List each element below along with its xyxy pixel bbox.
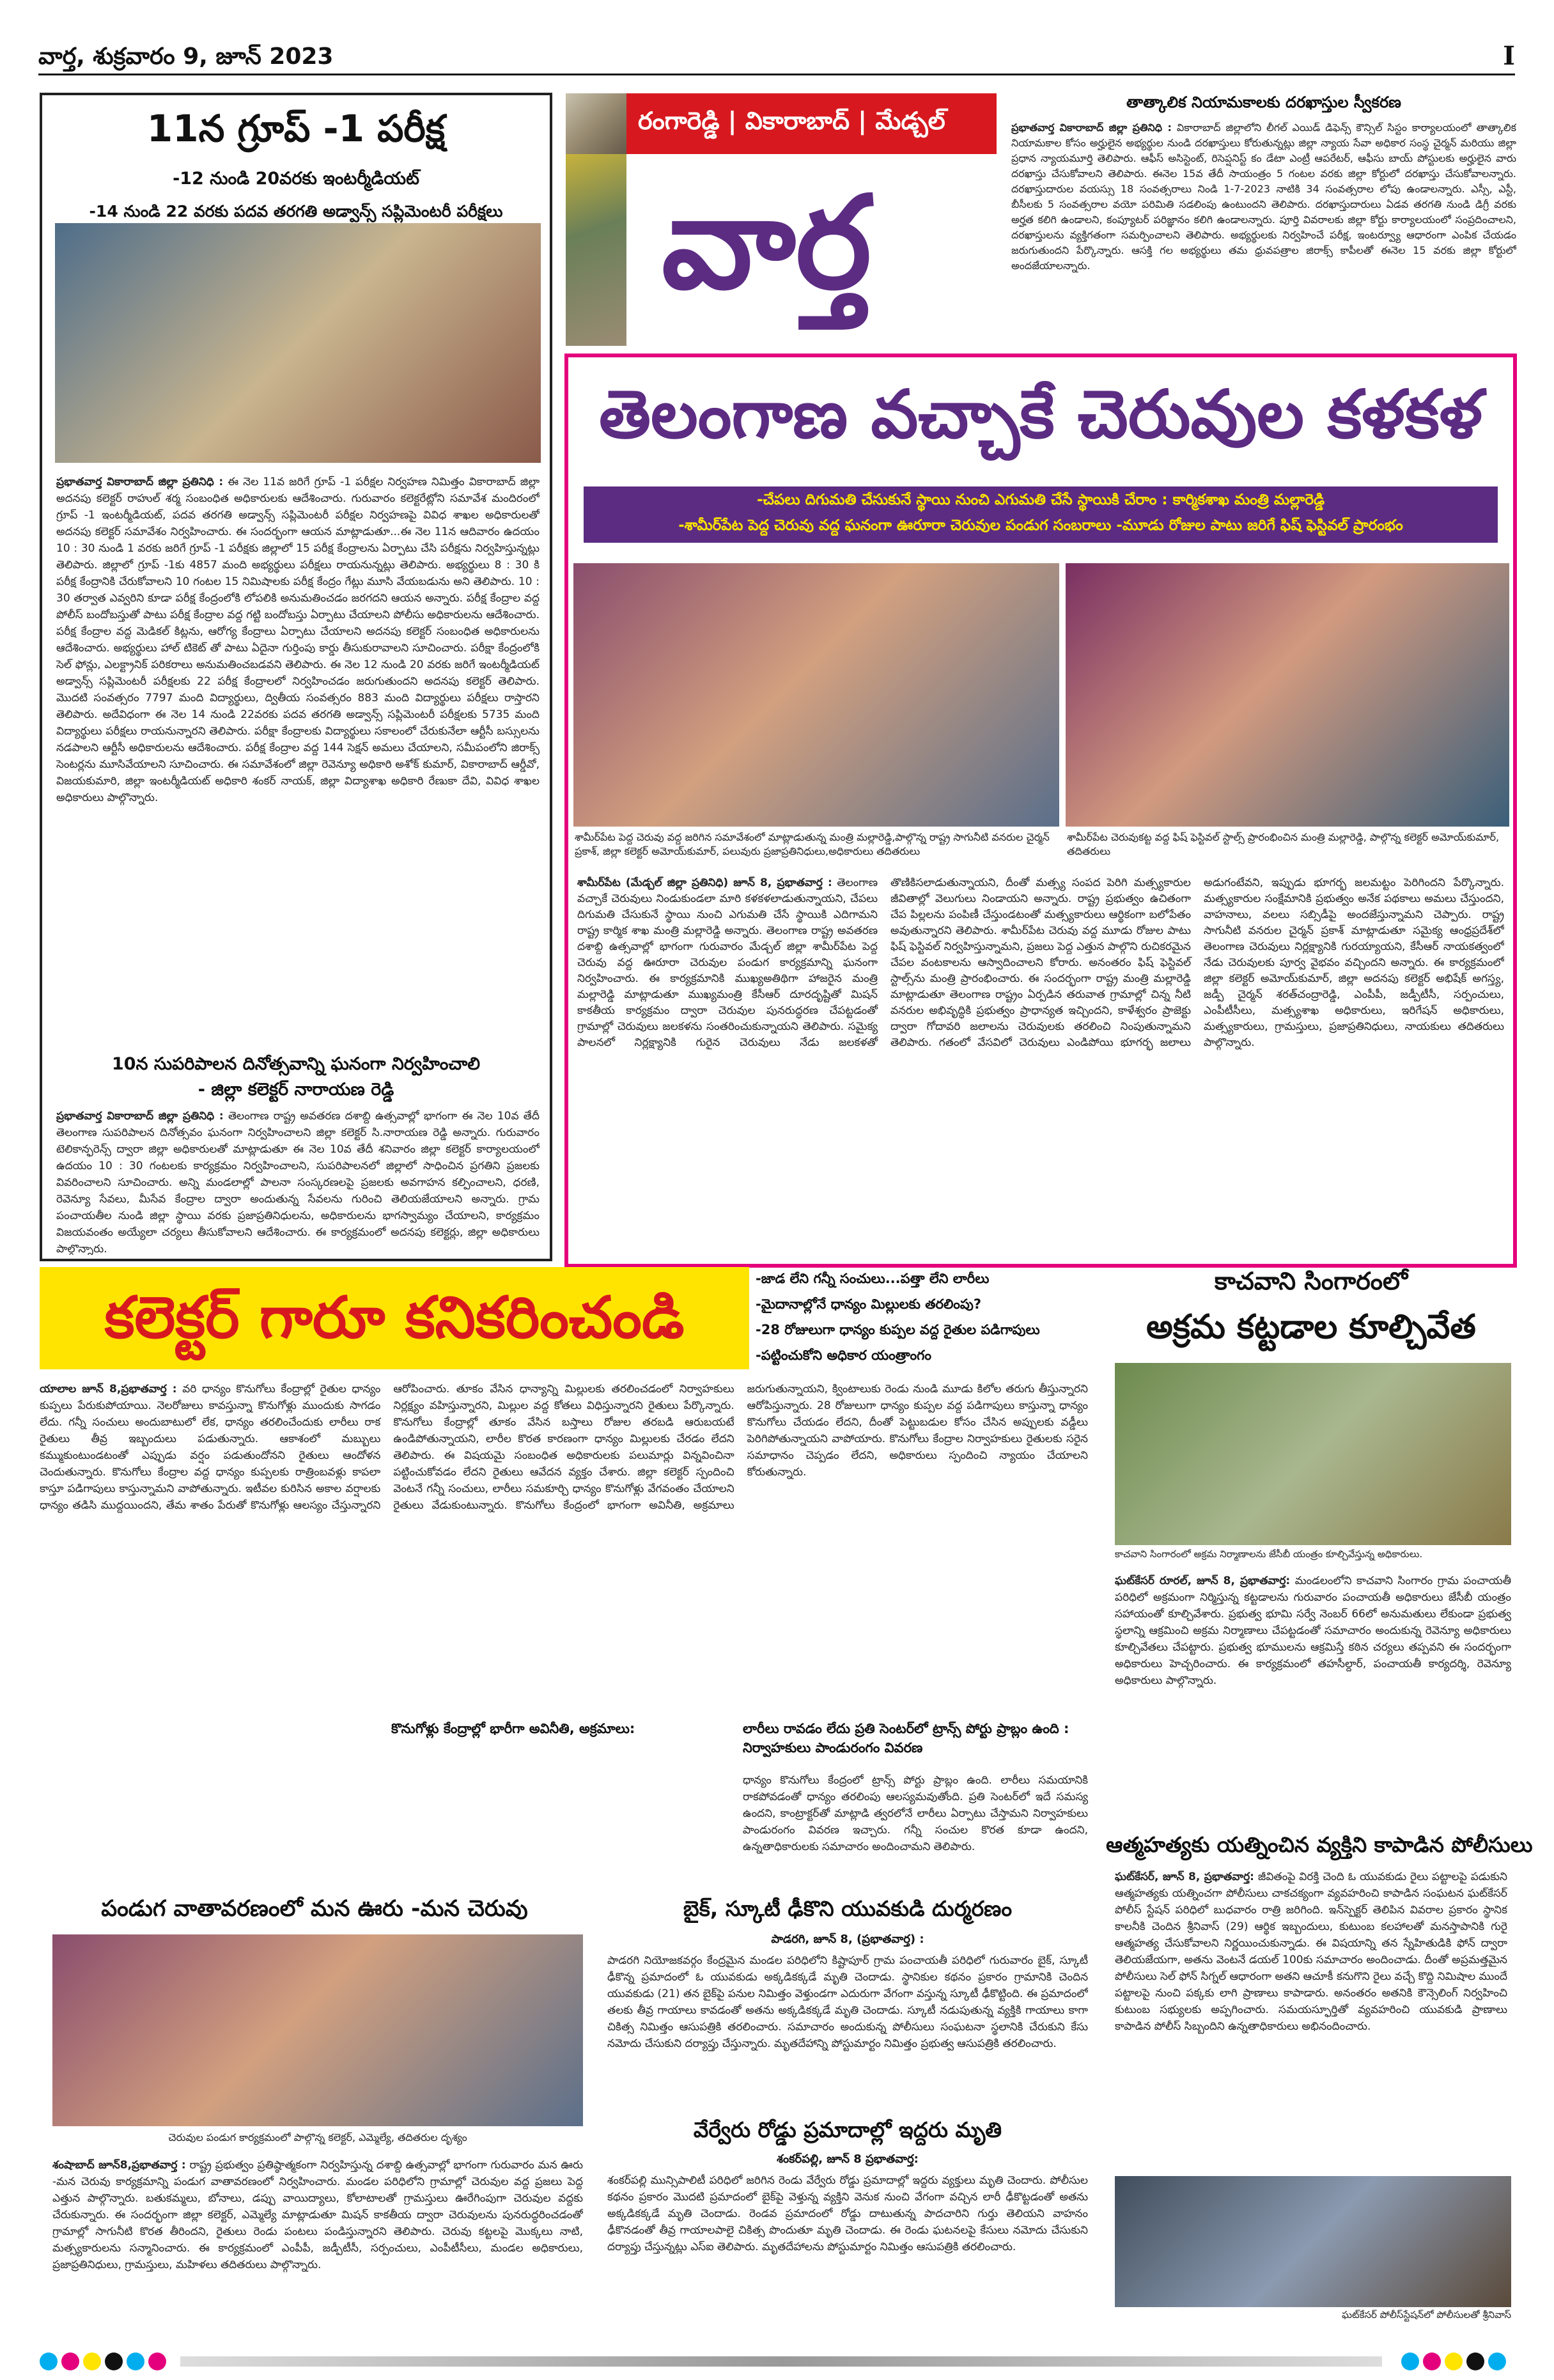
page-number: I (1503, 41, 1515, 71)
demolition-body: మండలంలోని కాచవాని సింగారం గ్రామ పంచాయతీ పరిధిలో అక్రమంగా నిర్మిస్తున్న కట్టడాలను గురువారం పంచాయతీ అధికారులు జేసీబీ యంత్రం సహాయంతో కూల్చివేశారు. ప్రభుత్వ భూమి సర్వే నెంబర్ 66లో అనుమతులు లేకుండా ప్రభుత్వ స్థలాన్ని ఆక్రమించి అక్రమ నిర్మాణాలు చేపట్టడంతో సమాచారం అందుకున్న రెవెన్యూ అధికారులు కూల్చివేతలు చేపట్టారు. ప్రభుత్వ భూములను ఆక్రమిస్తే కఠిన చర్యలు తప్పవని ఈ సందర్భంగా అధికారులు హెచ్చరించారు. ఈ కార్యక్రమంలో తహసీల్దార్, పంచాయతీ కార్యదర్శి, రెవెన్యూ అధికారులు పాల్గొన్నారు. (1115, 1575, 1511, 1687)
collector-points (756, 1271, 1088, 1367)
collector-point: -28 రోజులుగా ధాన్యం కుప్పల వద్ద రైతుల పడిగాపులు (756, 1322, 1040, 1337)
group1-sub2: -14 నుండి 22 వరకు పదవ తరగతి అడ్వాన్స్ సప్లిమెంటరీ పరీక్షలు (89, 202, 503, 221)
police-dateline: ఘట్‌కేసర్, జూన్ 8, ప్రభాతవార్త: (1115, 1871, 1254, 1883)
collector-subhead1: కొనుగోళ్లు కేంద్రాల్లో భారీగా అవినీతి, అక్రమాలు: (391, 1721, 635, 1736)
registration-dot (105, 2353, 123, 2370)
lakes-caption-right: శామీర్‌పేట చెరువుకట్ట వద్ద ఫిష్ ఫెస్టివల్ స్టాల్స్ ప్రారంభించిన మంత్రి మల్లారెడ్డి, పాల్గొన్న కలెక్టర్ అమోయ్‌కుమార్, తదితరులు (1067, 830, 1508, 859)
festival-photo (52, 1934, 583, 2126)
ribbon-text: రంగారెడ్డి | వికారాబాద్ | మేడ్చల్ (638, 106, 945, 135)
registration-dot (127, 2353, 144, 2370)
group1-dateline: ప్రభాతవార్త వికారాబాద్ జిల్లా ప్రతినిధి : (56, 476, 224, 488)
appointments-dateline: ప్రభాతవార్త వికారాబాద్ జిల్లా ప్రతినిధి : (1011, 121, 1172, 134)
registration-dot (1401, 2353, 1419, 2370)
registration-bar (180, 2356, 1382, 2367)
masthead-date: వార్త, శుక్రవారం 9, జూన్ 2023 (38, 43, 334, 70)
lakes-photo-right (1066, 563, 1509, 827)
collector-body: వరి ధాన్యం కొనుగోలు కేంద్రాల్లో రైతుల ధాన్యం కుప్పలు పేరుకుపోయాయి. నెలరోజులు కావస్తున్నా కొనుగోళ్లు ముందుకు సాగడం లేదు. గన్నీ సంచులు అందుబాటులో లేక, ధాన్యం తరలించేందుకు లారీలు రాక రైతులు తీవ్ర ఇబ్బందులు పడుతున్నారు. ఆకాశంలో మబ్బులు కమ్ముకుంటుండటంతో ఎప్పుడు వర్షం పడుతుందోనని రైతులు ఆందోళన చెందుతున్నారు. కొనుగోలు కేంద్రాల వద్ద ధాన్యం కుప్పలకు రాత్రింబవళ్లు కాపలా కాస్తూ పడిగాపులు కాస్తున్నామని వాపోతున్నారు. ఇటీవల కురిసిన అకాల వర్షాలకు ధాన్యం తడిసి ముద్దయిందని, తేమ శాతం పేరుతో కొనుగోళ్లు ఆలస్యం చేస్తున్నారని ఆరోపించారు. తూకం వేసిన ధాన్యాన్ని మిల్లులకు తరలించడంలో నిర్వాహకులు నిర్లక్ష్యం వహిస్తున్నారని, మిల్లుల వద్ద కోతలు విధిస్తున్నారని రైతులు పేర్కొన్నారు. కొనుగోలు కేంద్రాల్లో తూకం వేసిన బస్తాలు రోజుల తరబడి ఆరుబయటే ఉండిపోతున్నాయని, లారీల కొరత కారణంగా ధాన్యం మిల్లులకు చేరడం లేదని తెలిపారు. ఈ విషయమై సంబంధిత అధికారులకు పలుమార్లు విన్నవించినా పట్టించుకోవడం లేదని రైతులు ఆవేదన వ్యక్తం చేశారు. జిల్లా కలెక్టర్ స్పందించి వెంటనే గన్నీ సంచులు, లారీలు సమకూర్చి ధాన్యం కొనుగోళ్లు వేగవంతం చేయాలని రైతులు వేడుకుంటున్నారు. కొనుగోలు కేంద్రంలో భాగంగా అవినీతి, అక్రమాలు జరుగుతున్నాయని, క్వింటాలుకు రెండు నుండి మూడు కిలోల తరుగు తీస్తున్నారని ఆరోపిస్తున్నారు. 28 రోజులుగా ధాన్యం కుప్పల వద్ద పడిగాపులు కాస్తున్నా ధాన్యం కొనుగోలు చేయడం లేదని, దీంతో పెట్టుబడుల కోసం చేసిన అప్పులకు వడ్డీలు పెరిగిపోతున్నాయని వాపోయారు. కొనుగోలు కేంద్రాల నిర్వాహకులు రైతులకు సరైన సమాధానం చెప్పడం లేదని, అధికారులు స్పందించి న్యాయం చేయాలని కోరుతున్నారు. (40, 1383, 1088, 1512)
festival-dateline: శంషాబాద్ జూన్8,ప్రభాతవార్త : (52, 2159, 186, 2172)
bike-body: పాడరగి నియోజకవర్గం కేంద్రమైన మండల పరిధిలోని కిష్టాపూర్ గ్రామ పంచాయతీ పరిధిలో గురువారం బైక్, స్కూటీ ఢీకొన్న ప్రమాదంలో ఓ యువకుడు అక్కడికక్కడే మృతి చెందాడు. స్థానికుల కథనం ప్రకారం గ్రామానికి చెందిన యువకుడు (21) తన బైక్‌పై పనుల నిమిత్తం వెళ్తుండగా ఎదురుగా వేగంగా వస్తున్న స్కూటీ ఢీకొట్టింది. ఈ ప్రమాదంలో తలకు తీవ్ర గాయాలు కావడంతో అతను అక్కడికక్కడే మృతి చెందాడు. స్కూటీ నడుపుతున్న వ్యక్తికి గాయాలు కాగా చికిత్స నిమిత్తం ఆసుపత్రికి తరలించారు. సమాచారం అందుకున్న పోలీసులు సంఘటనా స్థలానికి చేరుకుని కేసు నమోదు చేసుకుని దర్యాప్తు చేస్తున్నారు. మృతదేహాన్ని పోస్టుమార్టం నిమిత్తం ప్రభుత్వ ఆసుపత్రికి తరలించారు. (607, 1954, 1088, 2050)
collector-point: -పట్టించుకోని అధికార యంత్రాంగం (756, 1348, 931, 1363)
registration-dot (61, 2353, 79, 2370)
group1-sub1: -12 నుండి 20వరకు ఇంటర్మీడియట్ (173, 169, 419, 189)
collector-body2: ధాన్యం కొనుగోలు కేంద్రంలో ట్రాన్స్ పోర్టు ప్రాబ్లం ఉంది. లారీలు సమయానికి రాకపోవడంతో ధాన్యం తరలింపు ఆలస్యమవుతోంది. ప్రతి సెంటర్‌లో ఇదే సమస్య ఉందని, కాంట్రాక్టర్‌తో మాట్లాడి త్వరలోనే లారీలు ఏర్పాటు చేస్తామని నిర్వాహకులు పాండురంగం వివరణ ఇచ్చారు. గన్నీ సంచుల కొరత కూడా ఉందని, ఉన్నతాధికారులకు సమాచారం అందించామని తెలిపారు. (743, 1774, 1088, 1853)
lakes-headline: తెలంగాణ వచ్చాకే చెరువుల కళకళ (599, 375, 1482, 453)
lakes-sub2: -శామీర్‌పేట పెద్ద చెరువు వద్ద ఘనంగా ఊరూరా చెరువుల పండుగ సంబరాలు -మూడు రోజుల పాటు జరిగే ఫిష్ ఫెస్టివల్ ప్రారంభం (678, 517, 1403, 534)
police-headline: ఆత్మహత్యకు యత్నించిన వ్యక్తిని కాపాడిన పోలీసులు (1106, 1832, 1533, 1857)
demolition-story (1106, 1267, 1516, 1830)
group1-body: ఈ నెల 11వ జరిగే గ్రూప్ -1 పరీక్షల నిర్వహణ నిమిత్తం వికారాబాద్ జిల్లా అదనపు కలెక్టర్ రాహుల్ శర్మ సంబంధిత అధికారులకు ఆదేశించారు. గురువారం కలెక్టరేట్లోని సమావేశ మందిరంలో గ్రూప్ -1 ఇంటర్మీడియట్, పదవ తరగతి అడ్వాన్స్ సప్లిమెంటరీ పరీక్షల నిర్వహణపై వివిధ శాఖల అధికారులతో అదనపు కలెక్టర్ సమావేశం నిర్వహించారు. ఈ సందర్భంగా ఆయన మాట్లాడుతూ...ఈ నెల 11న ఆదివారం ఉదయం 10 : 30 నుండి 1 వరకు జరిగే గ్రూప్ -1 పరీక్షకు జిల్లాలో 15 పరీక్ష కేంద్రాలను ఏర్పాటు చేసి పరీక్షను నిర్వహిస్తున్నట్లు తెలిపారు. జిల్లాలో గ్రూప్ -1కు 4857 మంది అభ్యర్థులు పరీక్షలు రాయనున్నట్లు తెలిపారు. అభ్యర్థులు 8 : 30 కి పరీక్ష కేంద్రానికి చేరుకోవాలని 10 గంటల 15 నిమిషాలకు పరీక్ష కేంద్రం గేట్లు మూసి వేయబడును అని తెలిపారు. 10 : 30 తర్వాత ఎవ్వరిని కూడా పరీక్ష కేంద్రంలోకి లోపలికి అనుమతించడం జరగదని ఆయన అన్నారు. పరీక్ష కేంద్రాల వద్ద పోలీస్ బందోబస్తుతో పాటు పరీక్ష కేంద్రాల వద్ద గట్టి బందోబస్తు ఏర్పాటు చేయాలని పోలీసు అధికారులను ఆదేశించారు. పరీక్ష కేంద్రాల వద్ద మెడికల్ కిట్లను, ఆరోగ్య కేంద్రాలు ఏర్పాటు చేయాలని అదనపు కలెక్టర్ సంబంధిత అధికారులను ఆదేశించారు. అభ్యర్థులు హాల్ టికెట్ తో పాటు ఏదైనా గుర్తింపు కార్డు తీసుకురావాలని సూచించారు. పరీక్షా కేంద్రంలోకి సెల్ ఫోన్లు, ఎలక్ట్రానిక్ పరికరాలు అనుమతించబడవని తెలిపారు. ఈ నెల 12 నుండి 20 వరకు జరిగే ఇంటర్మీడియట్ అడ్వాన్స్ సప్లిమెంటరీ పరీక్షలకు 22 పరీక్ష కేంద్రాలలో నిర్వహించడం జరుగుతుందని అదనపు కలెక్టర్ తెలిపారు. మొదటి సంవత్సరం 7797 మంది విద్యార్థులు, ద్వితీయ సంవత్సరం 883 మంది విద్యార్థులు పరీక్షలు రాస్తారని తెలిపారు. అదేవిధంగా ఈ నెల 14 నుండి 22వరకు పదవ తరగతి అడ్వాన్స్ సప్లిమెంటరీ పరీక్షలకు 5735 మంది విద్యార్థులు పరీక్షలు రాయనున్నారని తెలిపారు. పరీక్షా కేంద్రాలకు విద్యార్థులు సకాలంలో చేరుకునేలా ఆర్టీసీ బస్సులను నడపాలని ఆర్టీసీ అధికారులను ఆదేశించారు. పరీక్ష కేంద్రాల వద్ద 144 సెక్షన్ అమలు చేయాలని, సమీపంలోని జిరాక్స్ సెంటర్లను మూసివేయాలని సూచించారు. ఈ సమావేశంలో జిల్లా రెవెన్యూ అధికారి అశోక్ కుమార్, వికారాబాద్ ఆర్డీవో, విజయకుమారి, జిల్లా ఇంటర్మీడియట్ అధికారి శంకర్ నాయక్, జిల్లా విద్యాశాఖ అధికారి రేణుకా దేవి, వివిధ శాఖల అధికారులు పాల్గొన్నారు. (56, 476, 540, 804)
collector-subhead2: లారీలు రావడం లేదు ప్రతి సెంటర్‌లో ట్రాన్స్ పోర్టు ప్రాబ్లం ఉంది : నిర్వాహకులు పాండురంగం వివరణ (743, 1721, 1069, 1755)
police-story (1106, 1832, 1533, 2328)
bike-headline: బైక్, స్కూటీ ఢీకొని యువకుడి దుర్మరణం (683, 1896, 1013, 1921)
logo-area (566, 154, 997, 346)
bike-dateline: పాడరగి, జూన్ 8, (ప్రభాతవార్త) : (771, 1933, 924, 1946)
police-caption: ఘట్‌కేసర్ పోలీస్‌స్టేషన్‌లో పోలీసులతో శ్రీనివాస్ (1115, 2309, 1511, 2323)
demolition-dateline: ఘట్‌కేసర్ రూరల్, జూన్ 8, ప్రభాతవార్త: (1115, 1575, 1291, 1587)
collector-dateline: యాలాల జూన్ 8,ప్రభాతవార్త : (40, 1383, 177, 1396)
appointments-story (1011, 93, 1516, 346)
festival-story (40, 1896, 589, 2331)
group1-story (40, 93, 552, 1261)
police-body: జీవితంపై విరక్తి చెంది ఓ యువకుడు రైలు పట్టాలపై పడుకుని ఆత్మహత్యకు యత్నించగా పోలీసులు చాకచక్యంగా వ్యవహరించి కాపాడిన సంఘటన ఘట్‌కేసర్ పోలీస్ స్టేషన్ పరిధిలో బుధవారం రాత్రి జరిగింది. ఇన్‌స్పెక్టర్ తెలిపిన వివరాల ప్రకారం స్థానిక కాలనీకి చెందిన శ్రీనివాస్ (29) ఆర్థిక ఇబ్బందులు, కుటుంబ కలహాలతో మనస్తాపానికి గురై ఆత్మహత్య చేసుకోవాలని నిర్ణయించుకున్నాడు. ఈ విషయాన్ని తన స్నేహితుడికి ఫోన్ ద్వారా తెలియజేయగా, అతను వెంటనే డయల్ 100కు సమాచారం అందించాడు. దీంతో అప్రమత్తమైన పోలీసులు సెల్ ఫోన్ సిగ్నల్ ఆధారంగా అతని ఆచూకీ కనుగొని రైలు వచ్చే కొద్ది నిమిషాల ముందే పట్టాలపై నుంచి పక్కకు లాగి ప్రాణాలు కాపాడారు. అనంతరం అతనికి కౌన్సెలింగ్ నిర్వహించి కుటుంబ సభ్యులకు అప్పగించారు. సమయస్ఫూర్తితో వ్యవహరించి యువకుడి ప్రాణాలు కాపాడిన పోలీస్ సిబ్బందిని ఉన్నతాధికారులు అభినందించారు. (1115, 1871, 1507, 2033)
lakes-dateline: శామీర్‌పేట (మేడ్చల్ జిల్లా ప్రతినిధి) జూన్ 8, ప్రభాతవార్త : (577, 876, 832, 889)
group1-body2: తెలంగాణ రాష్ట్ర అవతరణ దశాబ్ది ఉత్సవాల్లో భాగంగా ఈ నెల 10వ తేదీ తెలంగాణ సుపరిపాలన దినోత్సవం ఘనంగా నిర్వహించాలని జిల్లా కలెక్టర్ సి.నారాయణ రెడ్డి అన్నారు. గురువారం టెలికాన్ఫరెన్స్ ద్వారా జిల్లా అధికారులతో మాట్లాడుతూ ఈ నెల 10వ తేదీ శనివారం జిల్లా కలెక్టర్ కార్యాలయంలో ఉదయం 10 : 30 గంటలకు కార్యక్రమం నిర్వహించాలని, సుపరిపాలనలో జిల్లాలో సాధించిన ప్రగతిని ప్రజలకు వివరించాలని సూచించారు. అన్ని మండలాల్లో పాలనా సంస్కరణలపై ప్రజలకు అవగాహన కల్పించాలని, ధరణి, రెవెన్యూ సేవలు, మీసేవ కేంద్రాల ద్వారా అందుతున్న సేవలను గురించి తెలియజేయాలని అన్నారు. గ్రామ పంచాయతీల నుండి జిల్లా స్థాయి వరకు ప్రజాప్రతినిధులను, అధికారులను భాగస్వామ్యం చేయాలని, కార్యక్రమం విజయవంతం అయ్యేలా చర్యలు తీసుకోవాలని ఆదేశించారు. ఈ కార్యక్రమంలో అదనపు కలెక్టర్లు, జిల్లా అధికారులు పాల్గొన్నారు. (56, 1110, 540, 1255)
appointments-body: వికారాబాద్ జిల్లాలోని లీగల్ ఎయిడ్ డిఫెన్స్ కౌన్సిల్ సిస్టం కార్యాలయంలో తాత్కాలిక నియామకాల కోసం అర్హులైన అభ్యర్థుల నుండి దరఖాస్తులు కోరుతున్నట్లు జిల్లా న్యాయ సేవా అధికార సంస్థ చైర్మన్ మరియు జిల్లా ప్రధాన న్యాయమూర్తి తెలిపారు. ఆఫీస్ అసిస్టెంట్, రిసెప్షనిస్ట్ కం డేటా ఎంట్రీ ఆపరేటర్, ఆఫీసు బాయ్ పోస్టులకు అర్హులైన వారు దరఖాస్తు చేసుకోవాలని తెలిపారు. ఈనెల 15వ తేదీ సాయంత్రం 5 గంటల వరకు జిల్లా కోర్టులో దరఖాస్తు చేసుకోవాలన్నారు. దరఖాస్తుదారుల వయస్సు 18 సంవత్సరాలు నిండి 1-7-2023 నాటికి 34 సంవత్సరాల లోపు ఉండాలన్నారు. ఎస్సీ, ఎస్టీ, బీసీలకు 5 సంవత్సరాల వయో పరిమితి సడలింపు ఉంటుందని తెలిపారు. దరఖాస్తుదారులు ఏడవ తరగతి నుండి డిగ్రీ వరకు అర్హత కలిగి ఉండాలని, కంప్యూటర్ పరిజ్ఞానం కలిగి ఉండాలన్నారు. పూర్తి వివరాలకు జిల్లా కోర్టు కార్యాలయంలో సంప్రదించాలని, దరఖాస్తులను వ్యక్తిగతంగా సమర్పించాలని తెలిపారు. అభ్యర్థులకు నిర్వహించే పరీక్ష, ఇంటర్వ్యూ ఆధారంగా ఎంపిక చేయడం జరుగుతుందని పేర్కొన్నారు. ఆసక్తి గల అభ్యర్థులు తమ ధ్రువపత్రాల జిరాక్స్ కాపీలతో ఈనెల 15 వరకు జిల్లా కోర్టులో అందజేయాలన్నారు. (1011, 121, 1516, 272)
demolition-caption: కాచవాని సింగారంలో అక్రమ నిర్మాణాలను జేసీబీ యంత్రం కూల్చివేస్తున్న అధికారులు. (1115, 1548, 1511, 1562)
bike-story (607, 1896, 1088, 2331)
lakes-body: తెలంగాణ వచ్చాకే చెరువులు నిండుకుండలా మారి కళకళలాడుతున్నాయని, చేపలు దిగుమతి చేసుకునే స్థాయి నుంచి ఎగుమతి చేసే స్థాయికి ఎదిగామని రాష్ట్ర కార్మిక శాఖ మంత్రి మల్లారెడ్డి అన్నారు. తెలంగాణ రాష్ట్ర అవతరణ దశాబ్ది ఉత్సవాల్లో భాగంగా గురువారం మేడ్చల్ జిల్లా శామీర్‌పేట పెద్ద చెరువు వద్ద ఊరూరా చెరువుల పండుగ కార్యక్రమాన్ని ఘనంగా నిర్వహించారు. ఈ కార్యక్రమానికి ముఖ్యఅతిథిగా హాజరైన మంత్రి మల్లారెడ్డి మాట్లాడుతూ ముఖ్యమంత్రి కేసీఆర్ దూరదృష్టితో మిషన్ కాకతీయ కార్యక్రమం ద్వారా చెరువుల పునరుద్ధరణ చేపట్టడంతో గ్రామాల్లో చెరువులు జలకళను సంతరించుకున్నాయని తెలిపారు. సమైక్య పాలనలో నిర్లక్ష్యానికి గురైన చెరువులు నేడు జలకళతో తొణికిసలాడుతున్నాయని, దీంతో మత్స్య సంపద పెరిగి మత్స్యకారుల జీవితాల్లో వెలుగులు నిండాయని అన్నారు. రాష్ట్ర ప్రభుత్వం ఉచితంగా చేప పిల్లలను పంపిణీ చేస్తుండటంతో మత్స్యకారులు ఆర్థికంగా బలోపేతం అవుతున్నారని తెలిపారు. శామీర్‌పేట చెరువు వద్ద మూడు రోజుల పాటు ఫిష్ ఫెస్టివల్ నిర్వహిస్తున్నామని, ప్రజలు పెద్ద ఎత్తున పాల్గొని రుచికరమైన చేపల వంటకాలను ఆస్వాదించాలని కోరారు. అనంతరం ఫిష్ ఫెస్టివల్ స్టాల్స్‌ను మంత్రి ప్రారంభించారు. ఈ సందర్భంగా రాష్ట్ర మంత్రి మల్లారెడ్డి మాట్లాడుతూ తెలంగాణ రాష్ట్రం ఏర్పడిన తరువాత గ్రామాల్లో చిన్న నీటి వనరుల అభివృద్ధికి ప్రభుత్వం ప్రాధాన్యత ఇచ్చిందని, కాళేశ్వరం ప్రాజెక్టు ద్వారా గోదావరి జలాలను చెరువులకు తరలించి నింపుతున్నామని తెలిపారు. గతంలో వేసవిలో చెరువులు ఎండిపోయి భూగర్భ జలాలు అడుగంటేవని, ఇప్పుడు భూగర్భ జలమట్టం పెరిగిందని పేర్కొన్నారు. మత్స్యకారుల సంక్షేమానికి ప్రభుత్వం అనేక పథకాలు అమలు చేస్తుందని, వాహనాలు, వలలు సబ్సిడీపై అందజేస్తున్నామని చెప్పారు. రాష్ట్ర సాగునీటి వనరుల చైర్మన్ ప్రకాశ్ మాట్లాడుతూ సమైక్య ఆంధ్రప్రదేశ్‌లో తెలంగాణ చెరువులు నిర్లక్ష్యానికి గురయ్యాయని, కేసీఆర్ నాయకత్వంలో నేడు చెరువులకు పూర్వ వైభవం వచ్చిందని అన్నారు. ఈ కార్యక్రమంలో జిల్లా కలెక్టర్ అమోయ్‌కుమార్, జిల్లా అదనపు కలెక్టర్ అభిషేక్ అగస్త్య, జడ్పీ చైర్మన్ శరత్‌చంద్రారెడ్డి, ఎంపీపీ, జడ్పీటీసీ, సర్పంచులు, ఎంపీటీసీలు, మత్స్యశాఖ అధికారులు, ఇరిగేషన్ అధికారులు, మత్స్యకారులు, గ్రామస్తులు, ప్రజాప్రతినిధులు, నాయకులు తదితరులు పాల్గొన్నారు. (577, 876, 1504, 1049)
demolition-headline1: కాచవాని సింగారంలో (1214, 1267, 1408, 1295)
collector-point: -జాడ లేని గన్నీ సంచులు...పత్తా లేని లారీలు (756, 1271, 990, 1286)
vaartha-logo: వార్త (662, 169, 872, 318)
demolition-headline2: అక్రమ కట్టడాల కూల్చివేత (1146, 1308, 1476, 1346)
group1-headline: 11న గ్రూప్ -1 పరీక్ష (146, 107, 446, 150)
registration-dot (148, 2353, 166, 2370)
collector-headline-box (40, 1267, 749, 1369)
group1-dateline2: ప్రభాతవార్త వికారాబాద్ జిల్లా ప్రతినిధి : (56, 1110, 224, 1123)
group1-subheadline1: 10న సుపరిపాలన దినోత్సవాన్ని ఘనంగా నిర్వహించాలి (111, 1054, 481, 1074)
police-photo (1115, 2176, 1511, 2307)
lakes-caption-left: శామీర్‌పేట పెద్ద చెరువు వద్ద జరిగిన సమావేశంలో మాట్లాడుతున్న మంత్రి మల్లారెడ్డి,పాల్గొన్న రాష్ట్ర సాగునీటి వనరుల చైర్మన్ ప్రకాశ్, జిల్లా కలెక్టర్ అమోయ్‌కుమార్, పలువురు ప్రజాప్రతినిధులు,అధికారులు తదితరులు (575, 830, 1054, 859)
festival-body: రాష్ట్ర ప్రభుత్వం ప్రతిష్ఠాత్మకంగా నిర్వహిస్తున్న దశాబ్ది ఉత్సవాల్లో భాగంగా గురువారం మన ఊరు -మన చెరువు కార్యక్రమాన్ని పండుగ వాతావరణంలో నిర్వహించారు. మండల పరిధిలోని గ్రామాల్లో చెరువుల వద్ద ప్రజలు పెద్ద ఎత్తున పాల్గొన్నారు. బతుకమ్మలు, బోనాలు, డప్పు వాయిద్యాలు, కోలాటాలతో గ్రామస్తులు ఊరేగింపుగా చెరువుల వద్దకు చేరుకున్నారు. ఈ సందర్భంగా జిల్లా కలెక్టర్, ఎమ్మెల్యే మాట్లాడుతూ మిషన్ కాకతీయ ద్వారా చెరువులను పునరుద్ధరించడంతో గ్రామాల్లో సాగునీటి కొరత తీరిందని, రైతులు రెండు పంటలు పండిస్తున్నారని తెలిపారు. చెరువు కట్టలపై మొక్కలు నాటి, మత్స్యకారులను సన్మానించారు. ఈ కార్యక్రమంలో ఎంపీపీ, జడ్పీటీసీ, సర్పంచులు, ఎంపీటీసీలు, మండల అధికారులు, ప్రజాప్రతినిధులు, గ్రామస్తులు, మహిళలు తదితరులు పాల్గొన్నారు. (52, 2159, 583, 2271)
group1-meeting-photo (55, 223, 541, 463)
registration-dot (1423, 2353, 1441, 2370)
temple-photo (566, 93, 626, 154)
lakes-sub1: -చేపలు దిగుమతి చేసుకునే స్థాయి నుంచి ఎగుమతి చేసే స్థాయికి చేరాం : కార్మికశాఖ మంత్రి మల్లారెడ్డి (756, 492, 1325, 508)
registration-dot (1445, 2353, 1463, 2370)
bike-dateline2: శంకర్‌పల్లి, జూన్ 8 ప్రభాతవార్త: (777, 2152, 919, 2166)
festival-headline: పండుగ వాతావరణంలో మన ఊరు -మన చెరువు (101, 1896, 528, 1922)
registration-strip (40, 2353, 1516, 2370)
registration-dot (40, 2353, 58, 2370)
district-ribbon (566, 93, 997, 154)
collector-point: -మైదానాల్లోనే ధాన్యం మిల్లులకు తరలింపు? (756, 1296, 982, 1312)
lotus-photo (566, 154, 626, 346)
group1-subheadline2: - జిల్లా కలెక్టర్ నారాయణ రెడ్డి (198, 1080, 394, 1100)
appointments-headline: తాత్కాలిక నియామకాలకు దరఖాస్తుల స్వీకరణ (1126, 93, 1402, 111)
lakes-photo-left (573, 563, 1059, 827)
festival-caption: చెరువుల పండుగ కార్యక్రమంలో పాల్గొన్న కలెక్టర్, ఎమ్మెల్యే, తదితరుల దృశ్యం (52, 2131, 583, 2146)
registration-dot (1466, 2353, 1484, 2370)
bike-body2: శంకర్‌పల్లి మున్సిపాలిటీ పరిధిలో జరిగిన రెండు వేర్వేరు రోడ్డు ప్రమాదాల్లో ఇద్దరు వ్యక్తులు మృతి చెందారు. పోలీసుల కథనం ప్రకారం మొదటి ప్రమాదంలో బైక్‌పై వెళ్తున్న వ్యక్తిని వెనుక నుంచి వేగంగా వచ్చిన లారీ ఢీకొట్టడంతో అతను అక్కడికక్కడే మృతి చెందాడు. రెండవ ప్రమాదంలో రోడ్డు దాటుతున్న పాదచారిని గుర్తు తెలియని వాహనం ఢీకొనడంతో తీవ్ర గాయాలపాలై చికిత్స పొందుతూ మృతి చెందాడు. ఈ రెండు ఘటనలపై కేసులు నమోదు చేసుకుని దర్యాప్తు చేస్తున్నట్లు ఎస్ఐ తెలిపారు. మృతదేహాలను పోస్టుమార్టం నిమిత్తం ఆసుపత్రికి తరలించారు. (607, 2174, 1088, 2253)
jcb-photo (1115, 1363, 1511, 1545)
registration-dot (83, 2353, 101, 2370)
lakes-story (564, 354, 1517, 1268)
registration-dot (1488, 2353, 1506, 2370)
bike-headline2: వేర్వేరు రోడ్డు ప్రమాదాల్లో ఇద్దరు మృతి (693, 2117, 1002, 2142)
collector-story (40, 1267, 1088, 1884)
masthead (38, 40, 1515, 75)
collector-headline: కలెక్టర్ గారూ కనికరించండి (104, 1284, 685, 1351)
